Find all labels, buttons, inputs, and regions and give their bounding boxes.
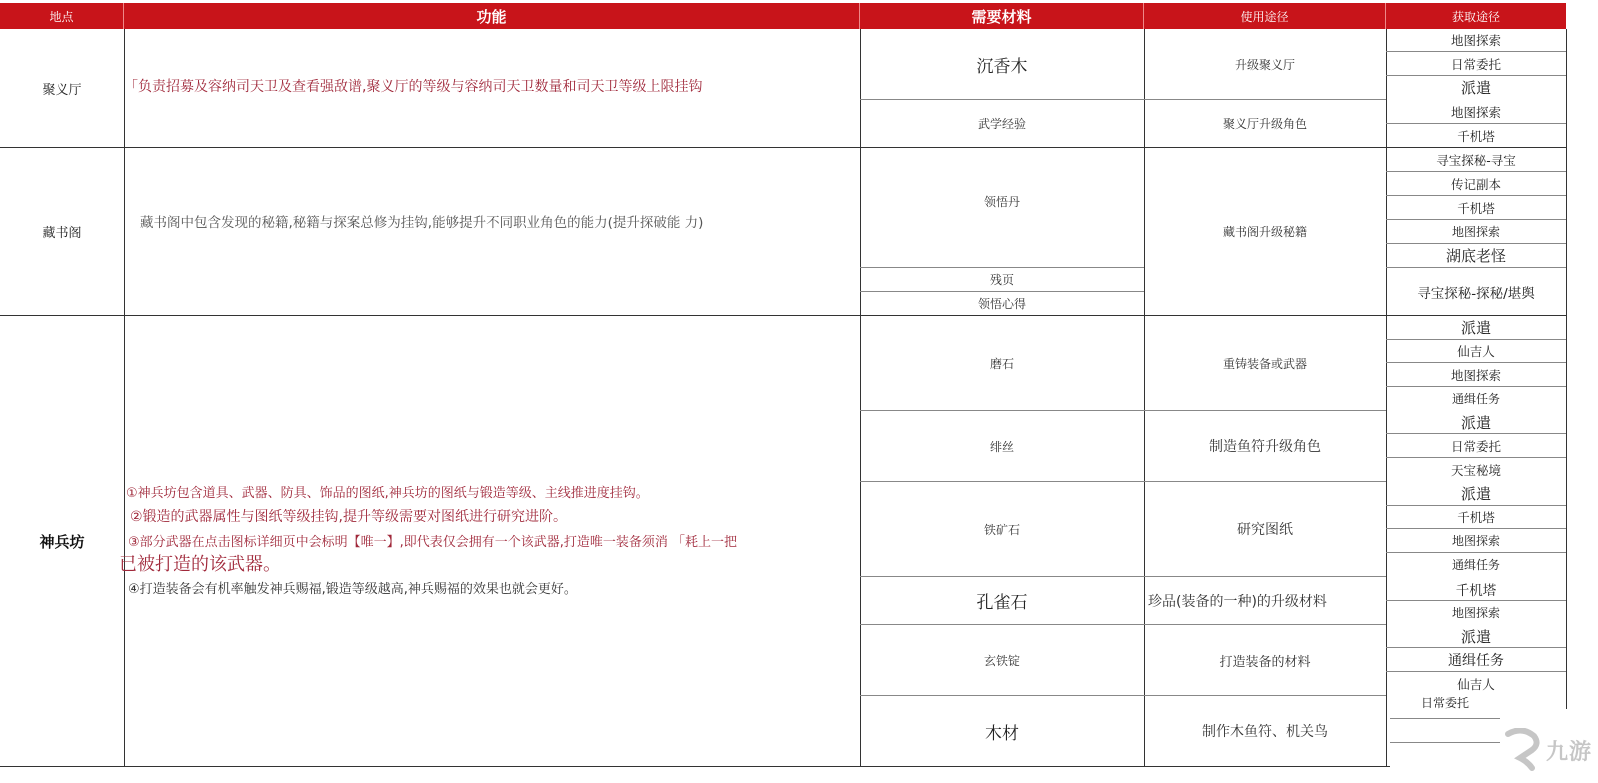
usage-cell: 制造鱼符升级角色 bbox=[1209, 439, 1321, 455]
function-text: 藏书阁中包含发现的秘籍,秘籍与探案总修为挂钩,能够提升不同职业角色的能力(提升探破能 力) bbox=[140, 215, 704, 231]
location-cell: 聚义厅 bbox=[42, 82, 82, 98]
location-cell: 藏书阁 bbox=[42, 226, 82, 241]
divider bbox=[1566, 29, 1567, 709]
function-line: ②锻造的武器属性与图纸等级挂钩,提升等级需要对图纸进行研究进阶。 bbox=[130, 509, 567, 525]
source-cell: 派遣 bbox=[1460, 413, 1491, 432]
source-cell: 地图探索 bbox=[1450, 367, 1501, 383]
material-cell: 领悟丹 bbox=[983, 195, 1020, 209]
source-cell: 地图探索 bbox=[1451, 606, 1500, 620]
usage-cell: 重铸装备或武器 bbox=[1222, 356, 1307, 371]
material-cell: 玄铁锭 bbox=[983, 653, 1020, 668]
header-materials: 需要材料 bbox=[860, 3, 1144, 29]
divider bbox=[0, 766, 1390, 767]
material-cell: 武学经验 bbox=[977, 117, 1026, 131]
divider bbox=[124, 29, 125, 767]
material-cell: 铁矿石 bbox=[983, 522, 1020, 537]
material-cell: 领悟心得 bbox=[977, 297, 1026, 311]
header-location: 地点 bbox=[0, 3, 124, 29]
source-cell: 仙吉人 bbox=[1457, 344, 1495, 359]
source-cell: 千机塔 bbox=[1457, 510, 1495, 525]
source-cell: 传记副本 bbox=[1450, 176, 1501, 192]
source-cell: 仙吉人 bbox=[1457, 676, 1495, 692]
function-line: ③部分武器在点击图标详细页中会标明【唯一】,即代表仅会拥有一个该武器,打造唯一装备须消 「耗上一把 bbox=[128, 535, 738, 550]
usage-cell: 藏书阁升级秘籍 bbox=[1222, 225, 1307, 239]
usage-cell: 制作木鱼符、机关鸟 bbox=[1202, 724, 1328, 740]
source-cell: 日常委托 bbox=[1450, 56, 1501, 72]
usage-cell: 珍品(装备的一种)的升级材料 bbox=[1148, 593, 1327, 610]
usage-cell: 打造装备的材料 bbox=[1219, 654, 1311, 670]
source-cell: 地图探索 bbox=[1451, 225, 1500, 239]
usage-cell: 升级聚义厅 bbox=[1234, 57, 1295, 72]
divider bbox=[1390, 718, 1500, 719]
source-cell: 地图探索 bbox=[1450, 33, 1501, 48]
source-cell: 通缉任务 bbox=[1448, 652, 1504, 669]
source-cell: 地图探索 bbox=[1451, 534, 1500, 548]
location-cell: 神兵坊 bbox=[39, 532, 85, 551]
function-line: ④打造装备会有机率触发神兵赐福,锻造等级越高,神兵赐福的效果也就会更好。 bbox=[128, 582, 577, 597]
watermark bbox=[1494, 723, 1592, 777]
source-cell: 千机塔 bbox=[1457, 200, 1495, 216]
function-line: ①神兵坊包含道具、武器、防具、饰品的图纸,神兵坊的图纸与锻造等级、主线推进度挂钩。 bbox=[126, 486, 649, 501]
source-cell: 派遣 bbox=[1460, 627, 1491, 646]
source-cell: 日常委托 bbox=[1420, 697, 1469, 710]
usage-cell: 聚义厅升级角色 bbox=[1222, 117, 1307, 131]
source-cell: 日常委托 bbox=[1450, 438, 1501, 454]
material-cell: 残页 bbox=[989, 273, 1014, 287]
header-usage: 使用途径 bbox=[1144, 3, 1386, 29]
header-source: 获取途径 bbox=[1386, 3, 1566, 29]
material-cell: 孔雀石 bbox=[976, 593, 1028, 613]
material-cell: 木材 bbox=[985, 723, 1019, 744]
source-cell: 天宝秘境 bbox=[1450, 462, 1501, 478]
material-cell: 磨石 bbox=[989, 356, 1014, 371]
source-cell: 通缉任务 bbox=[1451, 392, 1500, 406]
source-cell: 地图探索 bbox=[1450, 104, 1501, 120]
material-cell: 绯丝 bbox=[989, 439, 1014, 454]
header-function: 功能 bbox=[124, 3, 860, 29]
jiuyou-logo-icon bbox=[1502, 728, 1542, 772]
source-cell: 派遣 bbox=[1460, 79, 1491, 97]
source-cell: 湖底老怪 bbox=[1445, 247, 1506, 265]
source-cell: 通缉任务 bbox=[1451, 558, 1500, 572]
source-cell: 寻宝探秘-探秘/堪舆 bbox=[1417, 285, 1535, 302]
source-cell: 寻宝探秘-寻宝 bbox=[1436, 152, 1516, 168]
function-line: 已被打造的该武器。 bbox=[119, 554, 281, 575]
function-text-block bbox=[119, 482, 860, 602]
source-cell: 派遣 bbox=[1460, 319, 1491, 337]
usage-cell: 研究图纸 bbox=[1237, 522, 1293, 538]
divider bbox=[1390, 742, 1500, 743]
watermark-text: 九游 bbox=[1545, 739, 1592, 765]
function-text: 「负责招募及容纳司天卫及查看强敌谱,聚义厅的等级与容纳司天卫数量和司天卫等级上限挂钩 bbox=[124, 79, 703, 95]
source-cell: 千机塔 bbox=[1457, 128, 1495, 144]
source-cell: 派遣 bbox=[1460, 485, 1491, 503]
material-cell: 沉香木 bbox=[976, 56, 1028, 77]
source-cell: 千机塔 bbox=[1455, 582, 1497, 599]
